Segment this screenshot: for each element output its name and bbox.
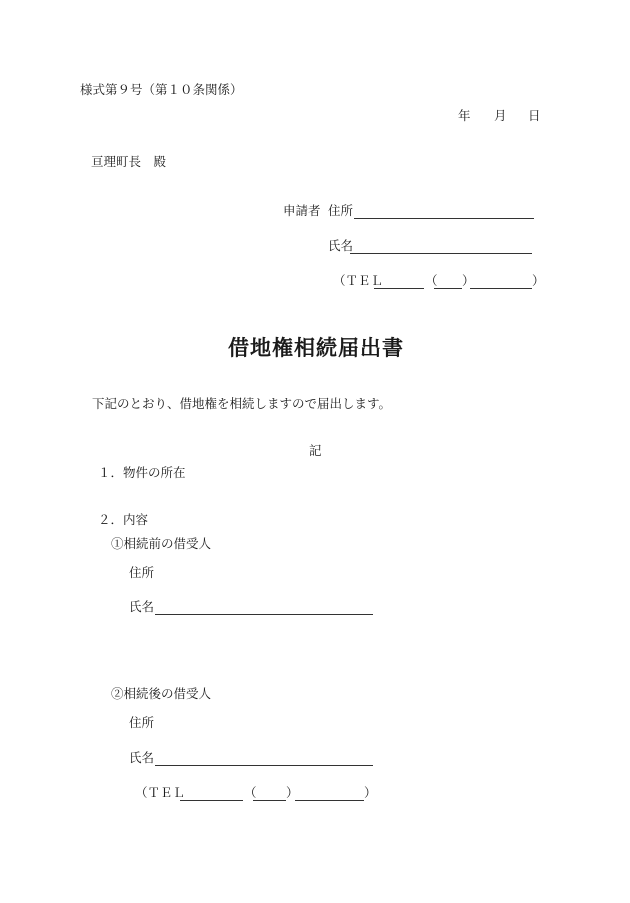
applicant-name-field[interactable] xyxy=(350,241,532,254)
date-year-label: 年 xyxy=(458,108,471,123)
date-month-label: 月 xyxy=(494,108,507,123)
applicant-address-field[interactable] xyxy=(354,206,534,219)
after-name-label: 氏名 xyxy=(129,750,155,765)
after-tel-area-field[interactable] xyxy=(180,788,243,801)
applicant-tel-area-field[interactable] xyxy=(374,276,424,289)
addressee: 亘理町長 殿 xyxy=(91,154,167,169)
document-title: 借地権相続届出書 xyxy=(228,335,404,360)
before-name-field[interactable] xyxy=(155,602,373,615)
section-2-heading: ２．内容 xyxy=(98,512,149,527)
applicant-tel-paren-open: （ xyxy=(425,273,438,288)
before-heading: ①相続前の借受人 xyxy=(111,536,212,551)
intro-text: 下記のとおり、借地権を相続しますので届出します。 xyxy=(92,396,392,411)
applicant-tel-exchange-field[interactable] xyxy=(434,276,462,289)
applicant-label: 申請者 xyxy=(283,203,321,218)
ki-heading: 記 xyxy=(309,443,322,458)
date-day-label: 日 xyxy=(528,108,541,123)
form-number: 様式第９号（第１０条関係） xyxy=(80,82,243,97)
after-tel-paren-open: （ xyxy=(244,785,257,800)
before-name-label: 氏名 xyxy=(129,599,155,614)
after-tel-paren-close: ） xyxy=(286,785,299,800)
after-tel-open: （ＴＥＬ xyxy=(135,785,186,800)
after-address-label: 住所 xyxy=(129,715,155,730)
applicant-tel-close: ） xyxy=(532,273,545,288)
after-tel-close: ） xyxy=(364,785,377,800)
before-address-label: 住所 xyxy=(129,565,155,580)
applicant-tel-number-field[interactable] xyxy=(470,276,532,289)
applicant-name-label: 氏名 xyxy=(328,238,354,253)
applicant-tel-paren-close: ） xyxy=(462,273,475,288)
applicant-tel-open: （ＴＥＬ xyxy=(333,273,384,288)
section-1-heading: １．物件の所在 xyxy=(98,465,186,480)
after-tel-exchange-field[interactable] xyxy=(253,788,286,801)
after-heading: ②相続後の借受人 xyxy=(111,686,212,701)
applicant-address-label: 住所 xyxy=(328,203,354,218)
after-name-field[interactable] xyxy=(155,753,373,766)
after-tel-number-field[interactable] xyxy=(295,788,364,801)
